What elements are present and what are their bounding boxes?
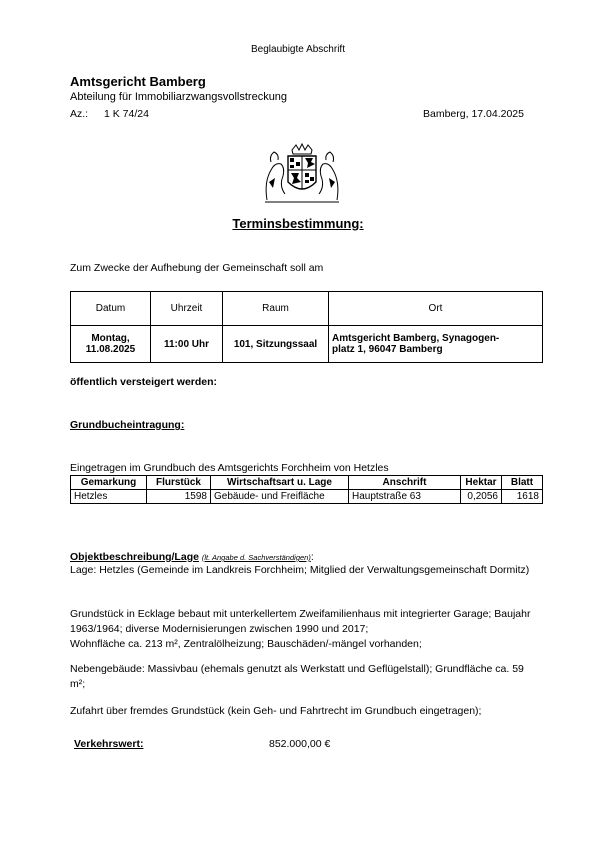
place-line-2: platz 1, 96047 Bamberg [332,344,443,355]
cell-hektar: 0,2056 [461,490,502,504]
market-value: 852.000,00 € [269,738,331,750]
appointment-room: 101, Sitzungssaal [223,326,329,363]
location-text: Lage: Hetzles (Gemeinde im Landkreis Forchheim; Mitglied der Verwaltungsgemeinschaft Dormitz) [70,564,530,576]
intro-text: Zum Zwecke der Aufhebung der Gemeinschaft soll am [70,262,324,274]
cell-wirtschaftsart: Gebäude- und Freifläche [211,490,349,504]
object-description-heading [70,551,314,563]
date-value: 11.08.2025 [85,344,136,355]
appointment-date [71,326,151,363]
place-date: Bamberg, 17.04.2025 [423,108,524,120]
land-register-intro: Eingetragen im Grundbuch des Amtsgerichts Forchheim von Hetzles [70,462,389,474]
table-row [71,326,543,363]
header-date: Datum [71,292,151,326]
cell-blatt: 1618 [502,490,543,504]
land-register-table [70,475,543,504]
market-value-label: Verkehrswert: [74,738,144,750]
appointment-time: 11:00 Uhr [151,326,223,363]
appointment-table [70,291,543,363]
cell-anschrift: Hauptstraße 63 [349,490,461,504]
header-gemarkung: Gemarkung [71,476,147,490]
auction-statement: öffentlich versteigert werden: [70,376,218,388]
file-number-label: Az.: [70,108,89,120]
certified-copy-note: Beglaubigte Abschrift [251,44,345,55]
header-place: Ort [329,292,543,326]
header-flurstueck: Flurstück [147,476,211,490]
bavarian-coat-of-arms-seal [261,142,343,206]
header-anschrift: Anschrift [349,476,461,490]
header-time: Uhrzeit [151,292,223,326]
object-heading-note: (lt. Angabe d. Sachverständigen) [201,553,311,562]
property-text: Grundstück in Ecklage bebaut mit unterkellertem Zweifamilienhaus mit integrierter Garage; Baujahr 1963/1964; diverse Modernisierungen zwischen 1990 und 2017; [70,608,531,635]
header-wirtschaftsart: Wirtschaftsart u. Lage [211,476,349,490]
appointment-place [329,326,543,363]
object-heading-colon: : [310,551,314,563]
document-title: Terminsbestimmung: [232,216,364,231]
object-heading-text: Objektbeschreibung/Lage [70,551,199,563]
access-text: Zufahrt über fremdes Grundstück (kein Geh- und Fahrtrecht im Grundbuch eingetragen); [70,705,482,717]
file-number: 1 K 74/24 [104,108,149,120]
table-row [71,490,543,504]
cell-gemarkung: Hetzles [71,490,147,504]
living-area-text: Wohnfläche ca. 213 m², Zentralölheizung; Bauschäden/-mängel vorhanden; [70,638,422,650]
land-register-heading: Grundbucheintragung: [70,419,185,431]
cell-flurstueck: 1598 [147,490,211,504]
court-name: Amtsgericht Bamberg [70,74,206,89]
header-room: Raum [223,292,329,326]
date-weekday: Montag, [91,333,130,344]
header-blatt: Blatt [502,476,543,490]
outbuilding-text: Nebengebäude: Massivbau (ehemals genutzt als Werkstatt und Geflügelstall); Grundfläche ca. 59 m²; [70,663,524,690]
place-line-1: Amtsgericht Bamberg, Synagogen- [332,333,500,344]
header-hektar: Hektar [461,476,502,490]
court-department: Abteilung für Immobiliarzwangsvollstreckung [70,91,288,103]
